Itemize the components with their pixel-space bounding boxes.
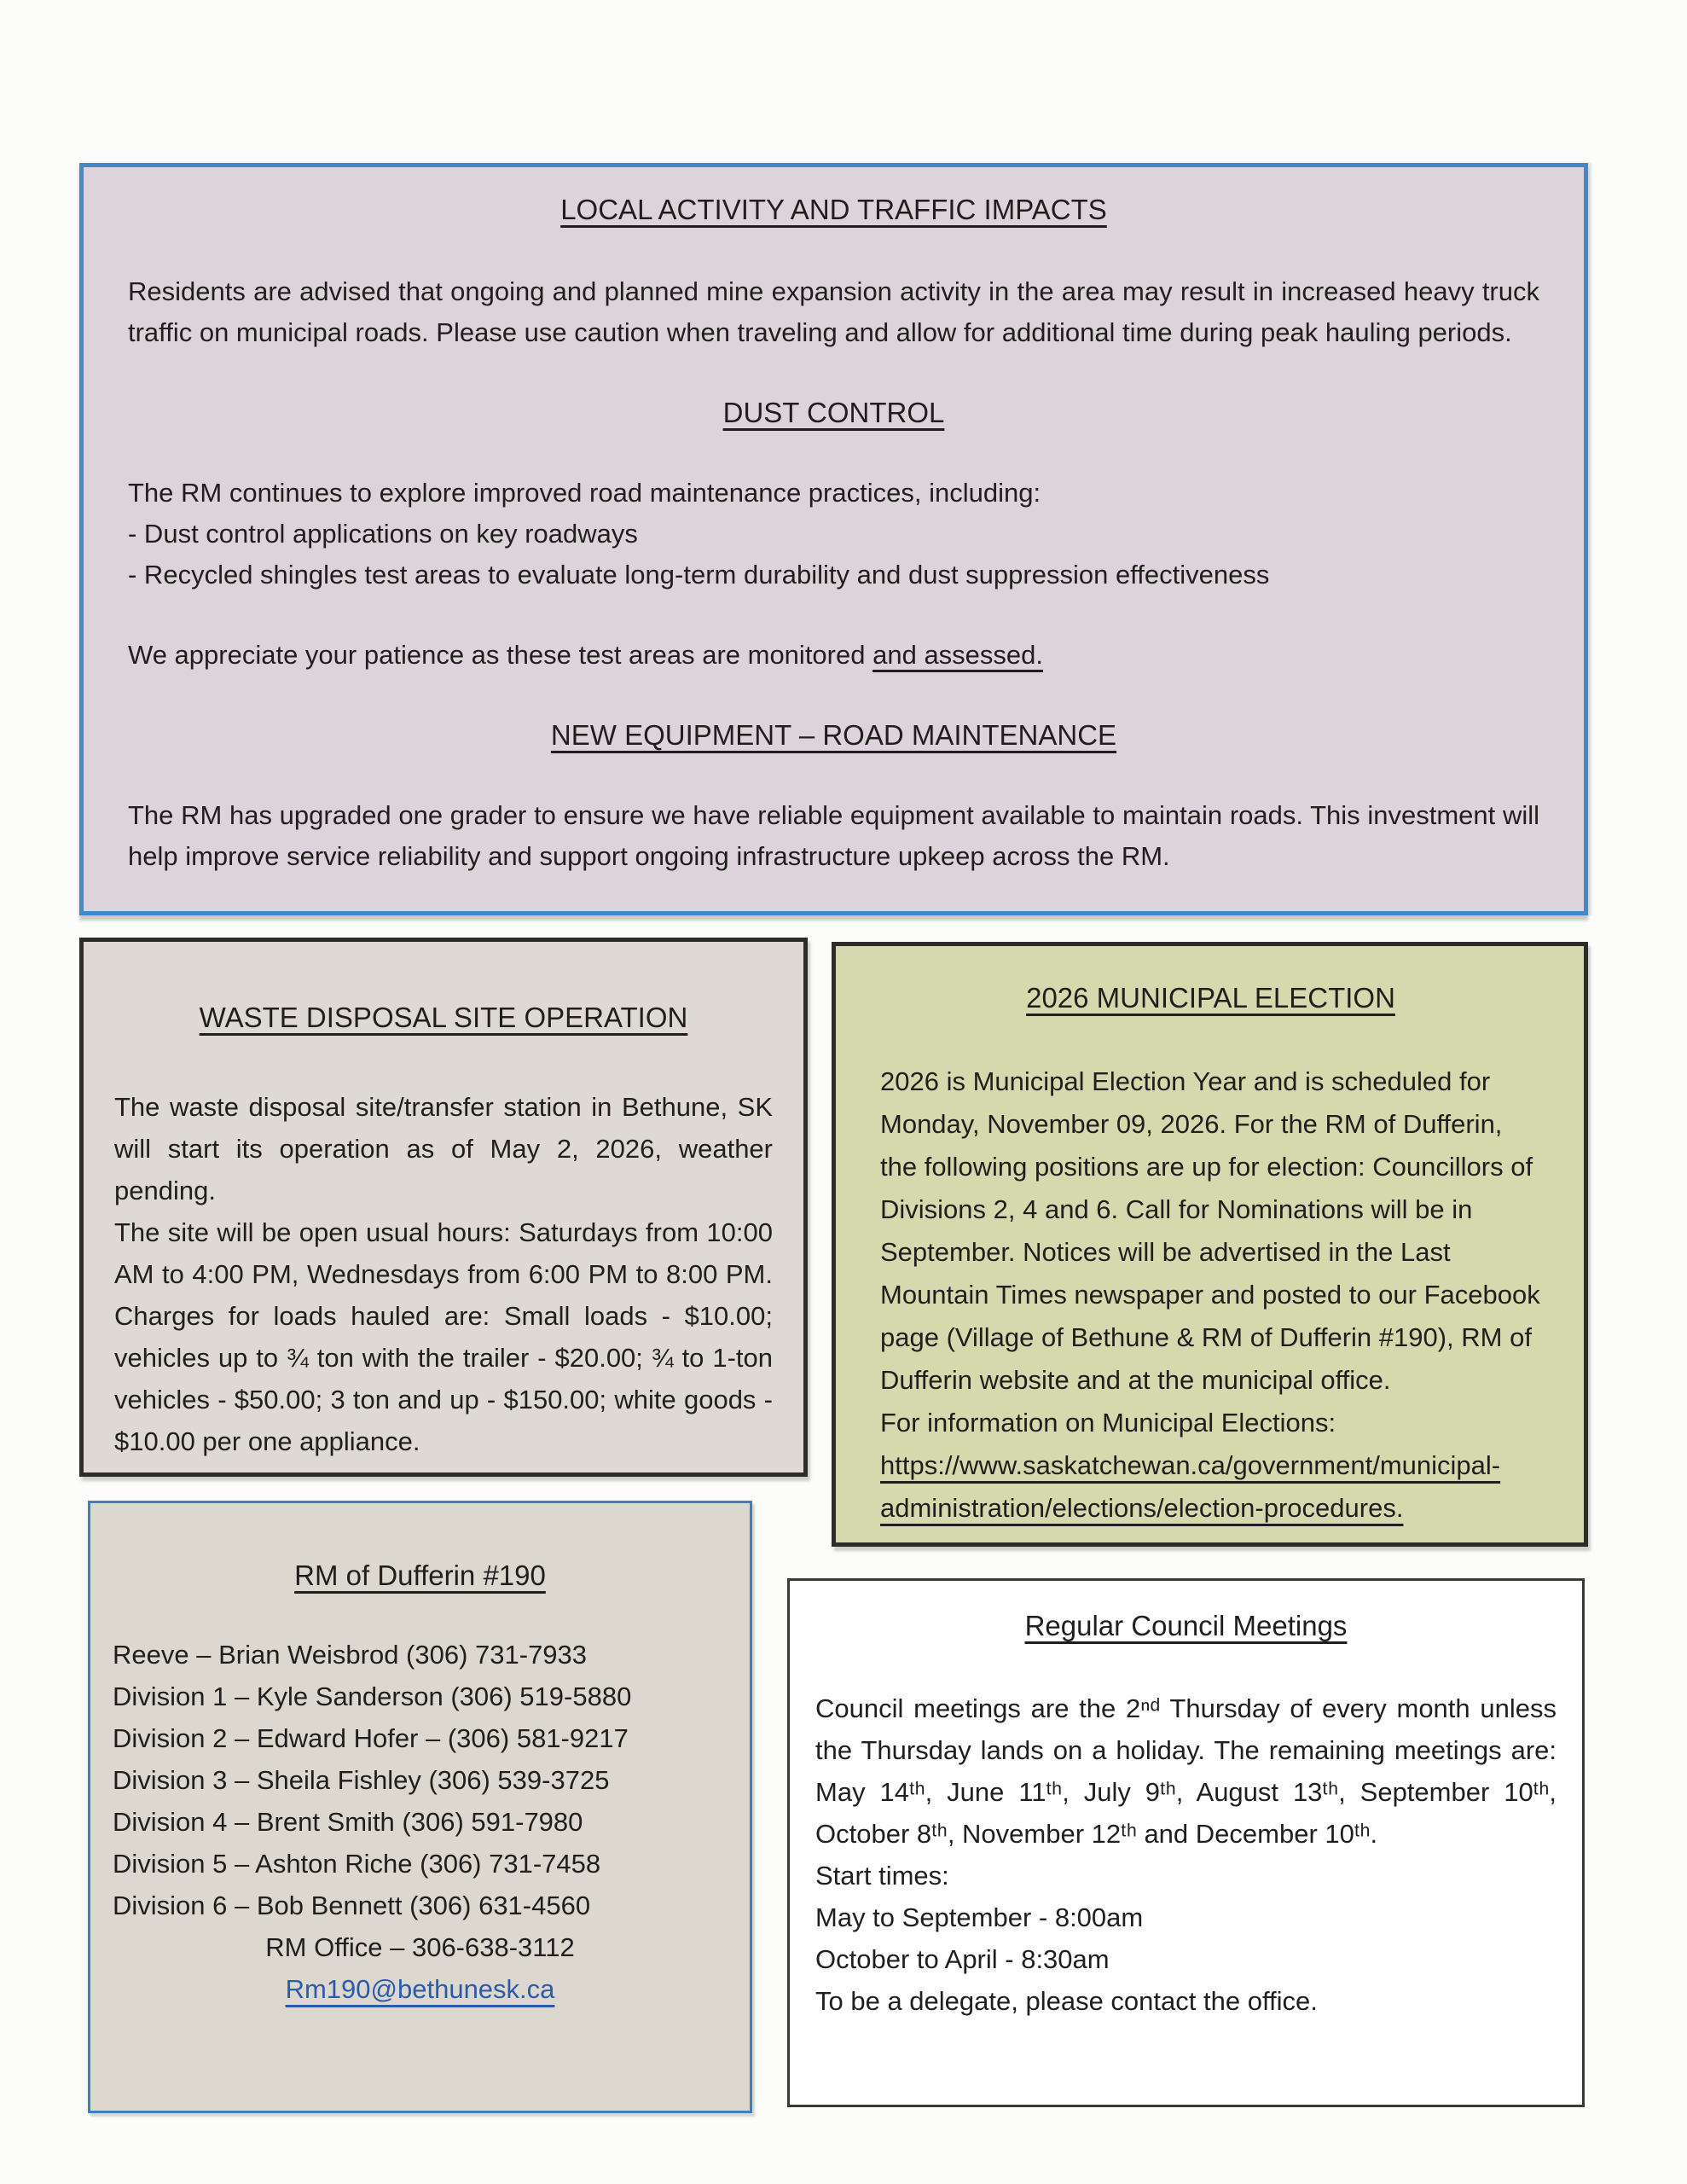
waste-disposal-panel — [79, 938, 808, 1477]
new-equipment-body: The RM has upgraded one grader to ensure we have reliable equipment available to maintain roads. This investment will help improve service reliability and support ongoing infrastructure upkeep across the RM. — [128, 800, 1539, 871]
council-meetings-title: Regular Council Meetings — [1024, 1610, 1348, 1641]
council-meetings-panel — [787, 1578, 1585, 2107]
rm-contacts-panel — [88, 1501, 752, 2113]
dust-control-note-plain: We appreciate your patience as these test areas are monitored — [128, 640, 866, 670]
contact-division-1: Division 1 – Kyle Sanderson (306) 519-5880 — [113, 1682, 632, 1711]
municipal-election-panel — [832, 942, 1588, 1547]
election-procedures-link[interactable]: https://www.saskatchewan.ca/government/municipal-administration/elections/election-procedures. — [880, 1450, 1501, 1523]
waste-disposal-paragraph-1: The waste disposal site/transfer station in Bethune, SK will start its operation as of May 2, 2026, weather pending. — [114, 1092, 773, 1205]
municipal-election-body: 2026 is Municipal Election Year and is scheduled for Monday, November 09, 2026. For the RM of Dufferin, the following positions are up for election: Councillors of Divisions 2, 4 and 6. Call for Nominations will be in September. Notices will be advertised in the Last Mountain Times newspaper and posted to our Facebook page (Village of Bethune & RM of Dufferin #190), RM of Dufferin website and at the municipal office. — [880, 1066, 1540, 1395]
dust-control-note-underlined: and assessed. — [872, 640, 1044, 670]
dust-control-title: DUST CONTROL — [722, 397, 945, 428]
start-time-winter: October to April - 8:30am — [815, 1944, 1110, 1974]
dust-control-bullet-2: - Recycled shingles test areas to evaluate long-term durability and dust suppression effectiveness — [128, 560, 1270, 590]
contact-division-3: Division 3 – Sheila Fishley (306) 539-3725 — [113, 1765, 610, 1795]
dust-control-lead: The RM continues to explore improved road maintenance practices, including: — [128, 478, 1041, 508]
rm-email-link[interactable]: Rm190@bethunesk.ca — [285, 1974, 555, 2004]
dust-control-bullet-1: - Dust control applications on key roadways — [128, 519, 638, 549]
contact-division-6: Division 6 – Bob Bennett (306) 631-4560 — [113, 1891, 591, 1920]
municipal-election-title: 2026 MUNICIPAL ELECTION — [1026, 982, 1395, 1014]
contact-division-2: Division 2 – Edward Hofer – (306) 581-9217 — [113, 1723, 629, 1753]
rm-contacts-title: RM of Dufferin #190 — [294, 1560, 546, 1591]
traffic-impacts-panel — [79, 163, 1588, 915]
contact-reeve: Reeve – Brian Weisbrod (306) 731-7933 — [113, 1640, 588, 1670]
contact-division-4: Division 4 – Brent Smith (306) 591-7980 — [113, 1807, 583, 1837]
contact-division-5: Division 5 – Ashton Riche (306) 731-7458 — [113, 1849, 601, 1879]
rm-office-phone: RM Office – 306-638-3112 — [265, 1932, 575, 1962]
traffic-impacts-intro: Residents are advised that ongoing and planned mine expansion activity in the area may result in increased heavy truck traffic on municipal roads. Please use caution when traveling and allow for additional time during peak hauling periods. — [128, 276, 1539, 347]
start-time-summer: May to September - 8:00am — [815, 1902, 1144, 1932]
new-equipment-title: NEW EQUIPMENT – ROAD MAINTENANCE — [550, 719, 1117, 751]
traffic-impacts-title: LOCAL ACTIVITY AND TRAFFIC IMPACTS — [560, 194, 1107, 225]
municipal-election-info-label: For information on Municipal Elections: — [880, 1408, 1336, 1438]
waste-disposal-paragraph-2: The site will be open usual hours: Saturdays from 10:00 AM to 4:00 PM, Wednesdays from 6:00 PM to 8:00 PM. Charges for loads hauled are: Small loads - $10.00; vehicles up to ¾ ton with the trailer - $20.00; ¾ to 1-ton vehicles - $50.00; 3 ton and up - $150.00; white goods - $10.00 per one appliance. — [114, 1217, 773, 1456]
delegate-note: To be a delegate, please contact the office. — [815, 1986, 1318, 2016]
council-meetings-body: Council meetings are the 2ⁿᵈ Thursday of every month unless the Thursday lands on a holiday. The remaining meetings are: May 14ᵗʰ, June 11ᵗʰ, July 9ᵗʰ, August 13ᵗʰ, September 10ᵗʰ, October 8ᵗʰ, November 12ᵗʰ and December 10ᵗʰ. — [815, 1693, 1557, 1849]
dust-control-note — [128, 635, 1539, 676]
start-times-label: Start times: — [815, 1861, 949, 1891]
waste-disposal-title: WASTE DISPOSAL SITE OPERATION — [199, 1002, 688, 1033]
